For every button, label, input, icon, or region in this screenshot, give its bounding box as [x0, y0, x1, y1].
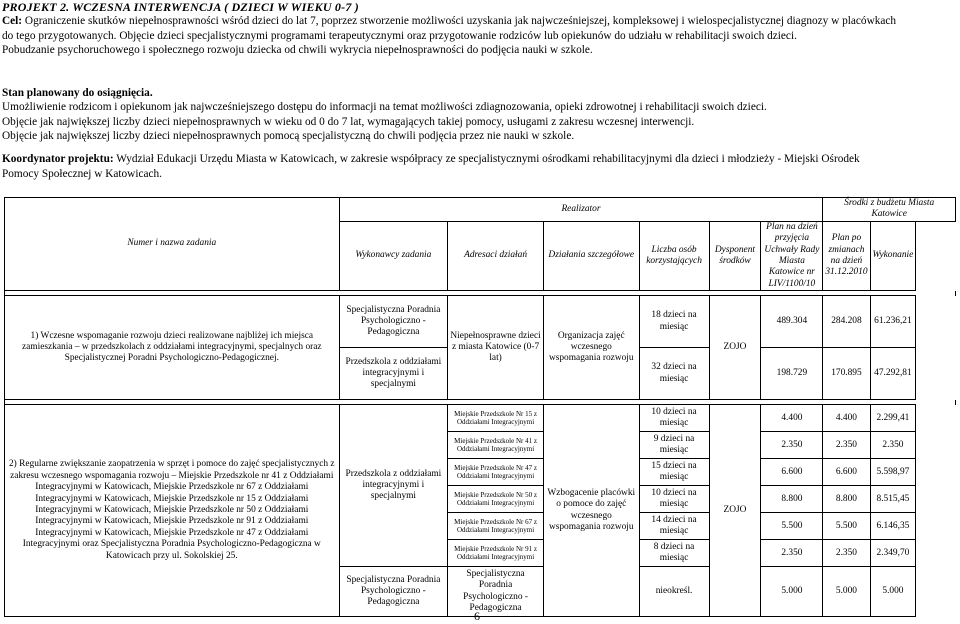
goal-line: Ograniczenie skutków niepełnosprawności wśród dzieci do lat 7, poprzez stworzenie możliwości uzyskania jak najwcześniejszej, kompleksowej i wielospecjalistycznej diagnozy w placówkach — [24, 15, 897, 27]
task-2-plan: 2.350 — [761, 432, 823, 459]
task-2-persons: 15 dzieci na miesiąc — [639, 459, 709, 486]
coordinator-line: Pomocy Społecznej w Katowicach. — [2, 167, 162, 180]
task-2-execution: 5.598,97 — [870, 459, 916, 486]
header-component: Dysponent środków — [709, 221, 761, 290]
task-1-persons: 32 dzieci na miesiąc — [639, 348, 709, 400]
task-2-plan-after: 2.350 — [823, 432, 870, 459]
status-line: Objęcie jak największej liczby dzieci niepełnosprawnych pomocą specjalistyczną do chwili podjęcia przez nie nauki w szkole. — [2, 130, 575, 143]
status-heading: Stan planowany do osiągnięcia. — [2, 87, 153, 99]
task-2-contractor: Przedszkola z oddziałami integracyjnymi i specjalnymi — [339, 405, 448, 567]
header-realizator: Realizator — [339, 198, 823, 222]
coordinator-paragraph — [2, 152, 958, 181]
task-1-execution: 47.292,81 — [870, 348, 916, 400]
goal-line: do tego przygotowanych. Objęcie dzieci specjalistycznymi programami terapeutycznymi oraz przygotowanie rodziców lub opiekunów do udziału w rehabilitacji swoich dzieci. — [2, 29, 797, 42]
header-plan-after: Plan po zmianach na dzień 31.12.2010 — [823, 221, 870, 290]
task-2-persons: 9 dzieci na miesiąc — [639, 432, 709, 459]
page-number: 6 — [474, 609, 480, 623]
task-2-execution: 2.299,41 — [870, 405, 916, 432]
task-1-component: ZOJO — [709, 296, 761, 400]
header-budget: Środki z budżetu Miasta Katowice — [823, 198, 956, 222]
task-2-addressee: Specjalistyczna Poradnia Psychologiczno - Pedagogiczna — [448, 567, 544, 617]
task-1-plan-after: 170.895 — [823, 348, 870, 400]
task-2-plan-after: 5.500 — [823, 513, 870, 540]
task-2-execution: 2.349,70 — [870, 540, 916, 567]
task-2-plan-after: 5.000 — [823, 567, 870, 617]
status-line: Umożliwienie rodzicom i opiekunom jak najwcześniejszego dostępu do informacji na temat możliwości zdiagnozowania, opieki zdrowotnej i rehabilitacji swoich dzieci. — [2, 101, 767, 113]
task-2-plan: 5.500 — [761, 513, 823, 540]
task-2-execution: 6.146,35 — [870, 513, 916, 540]
task-2-plan-after: 6.600 — [823, 459, 870, 486]
goal-line: Pobudzanie psychoruchowego i społecznego rozwoju dziecka od chwili wykrycia niepełnosprawności do podjęcia nauki w szkole. — [2, 44, 593, 57]
task-2-plan: 4.400 — [761, 405, 823, 432]
task-2-persons: 10 dzieci na miesiąc — [639, 486, 709, 513]
page-heading: PROJEKT 2. WCZESNA INTERWENCJA ( DZIECI W WIEKU 0-7 ) — [2, 0, 359, 14]
task-1-addressees: Niepełnosprawne dzieci z miasta Katowice (0-7 lat) — [448, 296, 544, 400]
task-2-plan: 6.600 — [761, 459, 823, 486]
task-2-plan: 8.800 — [761, 486, 823, 513]
task-2-execution: 5.000 — [870, 567, 916, 617]
header-addressees: Adresaci działań — [448, 221, 544, 290]
task-1-plan-after: 284.208 — [823, 296, 870, 348]
goal-paragraph — [2, 14, 958, 58]
task-1-contractor: Przedszkola z oddziałami integracyjnymi i specjalnymi — [339, 348, 448, 400]
task-1-persons: 18 dzieci na miesiąc — [639, 296, 709, 348]
task-2-addressee: Miejskie Przedszkole Nr 15 z Oddziałami Integracyjnymi — [448, 405, 544, 432]
task-2-addressee: Miejskie Przedszkole Nr 67 z Oddziałami Integracyjnymi — [448, 513, 544, 540]
task-2-addressee: Miejskie Przedszkole Nr 41 z Oddziałami Integracyjnymi — [448, 432, 544, 459]
header-persons: Liczba osób korzystających — [639, 221, 709, 290]
task-2-plan-after: 8.800 — [823, 486, 870, 513]
task-1-execution: 61.236,21 — [870, 296, 916, 348]
task-2-persons: nieokreśl. — [639, 567, 709, 617]
header-plan-day: Plan na dzień przyjęcia Uchwały Rady Miasta Katowice nr LIV/1100/10 — [761, 221, 823, 290]
task-1-actions: Organizacja zajęć wczesnego wspomagania rozwoju — [543, 296, 639, 400]
header-task: Numer i nazwa zadania — [5, 198, 340, 291]
task-2-plan: 2.350 — [761, 540, 823, 567]
task-2-persons: 10 dzieci na miesiąc — [639, 405, 709, 432]
status-paragraph — [2, 100, 958, 144]
coordinator-label: Koordynator projektu: — [2, 153, 114, 165]
coordinator-line: Wydział Edukacji Urzędu Miasta w Katowicach, w zakresie współpracy ze specjalistycznymi ośrodkami rehabilitacyjnymi dla dzieci i młodzieży - Miejski Ośrodek — [116, 153, 860, 165]
task-1-contractor: Specjalistyczna Poradnia Psychologiczno - Pedagogiczna — [339, 296, 448, 348]
task-2-addressee: Miejskie Przedszkole Nr 91 z Oddziałami Integracyjnymi — [448, 540, 544, 567]
task-2-plan-after: 4.400 — [823, 405, 870, 432]
budget-table — [4, 197, 956, 617]
task-2-actions: Wzbogacenie placówki o pomoce do zajęć wczesnego wspomagania rozwoju — [543, 405, 639, 617]
task-2-execution: 2.350 — [870, 432, 916, 459]
task-2-addressee: Miejskie Przedszkole Nr 47 z Oddziałami Integracyjnymi — [448, 459, 544, 486]
task-1-plan: 198.729 — [761, 348, 823, 400]
task-2-persons: 14 dzieci na miesiąc — [639, 513, 709, 540]
task-2-contractor: Specjalistyczna Poradnia Psychologiczno - Pedagogiczna — [339, 567, 448, 617]
task-2-plan-after: 2.350 — [823, 540, 870, 567]
task-2-execution: 8.515,45 — [870, 486, 916, 513]
task-2-addressee: Miejskie Przedszkole Nr 50 z Oddziałami Integracyjnymi — [448, 486, 544, 513]
task-2-component: ZOJO — [709, 405, 761, 617]
status-line: Objęcie jak największej liczby dzieci niepełnosprawnych w wieku od 0 do 7 lat, wymagających takiej pomocy, usługami z zakresu wczesnej interwencji. — [2, 115, 695, 128]
task-2-persons: 8 dzieci na miesiąc — [639, 540, 709, 567]
task-2-plan: 5.000 — [761, 567, 823, 617]
task-1-plan: 489.304 — [761, 296, 823, 348]
goal-label: Cel: — [2, 15, 23, 27]
task-2-description: 2) Regularne zwiększanie zaopatrzenia w sprzęt i pomoce do zajęć specjalistycznych z zakresu wczesnego wspomagania rozwoju – Miejskie Przedszkole nr 41 z Oddziałami Integracyjnymi w Katowicach, Miejskie Przedszkole nr 67 z Oddziałami Integracyjnymi w Katowicach, Miejskie Przedszkole nr 15 z Oddziałami Integracyjnymi w Katowicach, Miejskie Przedszkole nr 50 z Oddziałami Integracyjnymi w Katowicach, Miejskie Przedszkole nr 91 z Oddziałami Integracyjnymi w Katowicach, Miejskie Przedszkole nr 47 z Oddziałami Integracyjnymi oraz Specjalistyczna Poradnia Psychologiczno-Pedagogiczna w Katowicach przy ul. Sokolskiej 25. — [5, 405, 340, 617]
header-execution: Wykonanie — [870, 221, 916, 290]
task-1-description: 1) Wczesne wspomaganie rozwoju dzieci realizowane najbliżej ich miejsca zamieszkania – w przedszkolach z oddziałami integracyjnymi, specjalnych oraz Specjalistycznej Poradni Psychologiczno-Pedagogicznej. — [5, 296, 340, 400]
header-contractors: Wykonawcy zadania — [339, 221, 448, 290]
header-actions: Działania szczegółowe — [543, 221, 639, 290]
